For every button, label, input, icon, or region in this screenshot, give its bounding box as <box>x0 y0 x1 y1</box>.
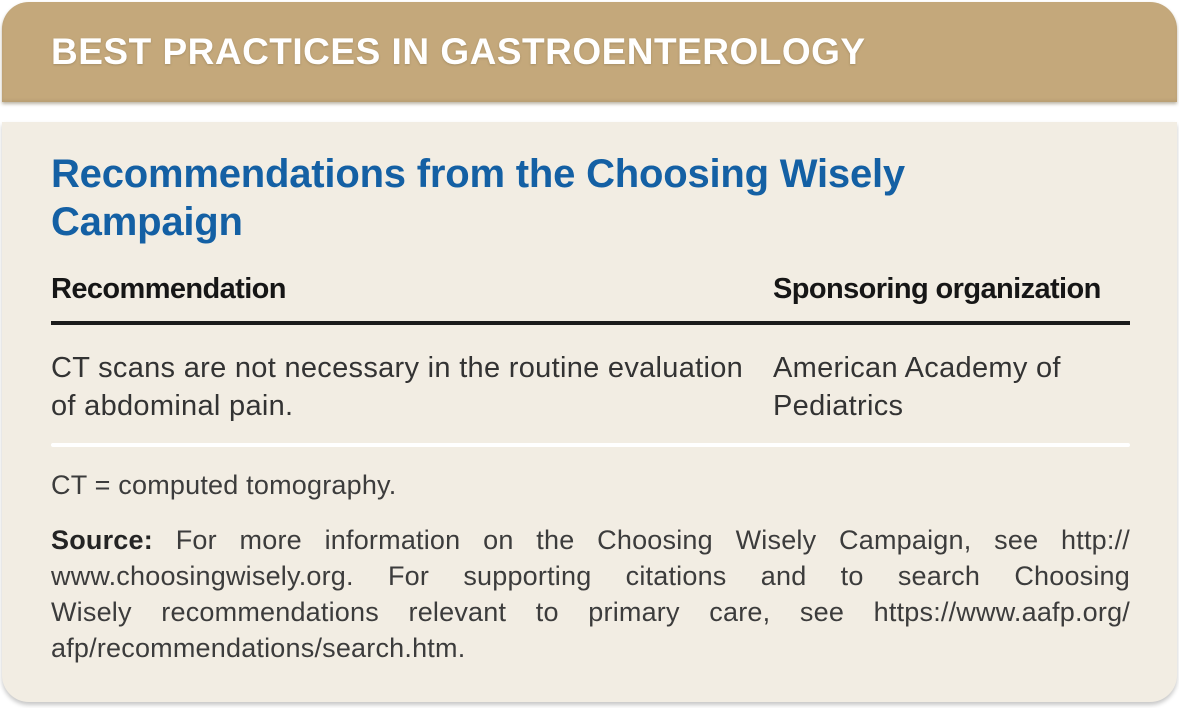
source-line-2: www.choosingwisely.org. For supporting citations and to search Choosing <box>51 561 1130 591</box>
table-header-rule <box>51 321 1130 325</box>
column-header-sponsoring-organization: Sponsoring organization <box>773 273 1101 305</box>
banner-title: BEST PRACTICES IN GASTROENTEROLOGY <box>51 31 866 72</box>
table-row <box>51 349 1130 425</box>
cell-sponsoring-organization: American Academy of Pediatrics <box>773 352 1061 422</box>
cell-recommendation: CT scans are not necessary in the routine evaluation of abdominal pain. <box>51 352 744 422</box>
table-bottom-rule <box>51 443 1130 447</box>
source-line-1 <box>51 522 1130 558</box>
column-header-recommendation: Recommendation <box>51 273 286 305</box>
card-heading: Recommendations from the Choosing Wisely Campaign <box>51 152 905 244</box>
abbreviation-footnote: CT = computed tomography. <box>51 470 397 500</box>
content-card <box>2 122 1177 702</box>
table-header-row <box>51 272 1130 306</box>
source-line-1-text: For more information on the Choosing Wisely Campaign, see http:// <box>175 525 1130 555</box>
source-line-4: afp/recommendations/search.htm. <box>51 633 466 663</box>
source-note <box>51 522 1130 666</box>
banner <box>2 2 1177 102</box>
source-label: Source: <box>51 525 153 555</box>
source-line-3: Wisely recommendations relevant to primary care, see https://www.aafp.org/ <box>51 597 1130 627</box>
